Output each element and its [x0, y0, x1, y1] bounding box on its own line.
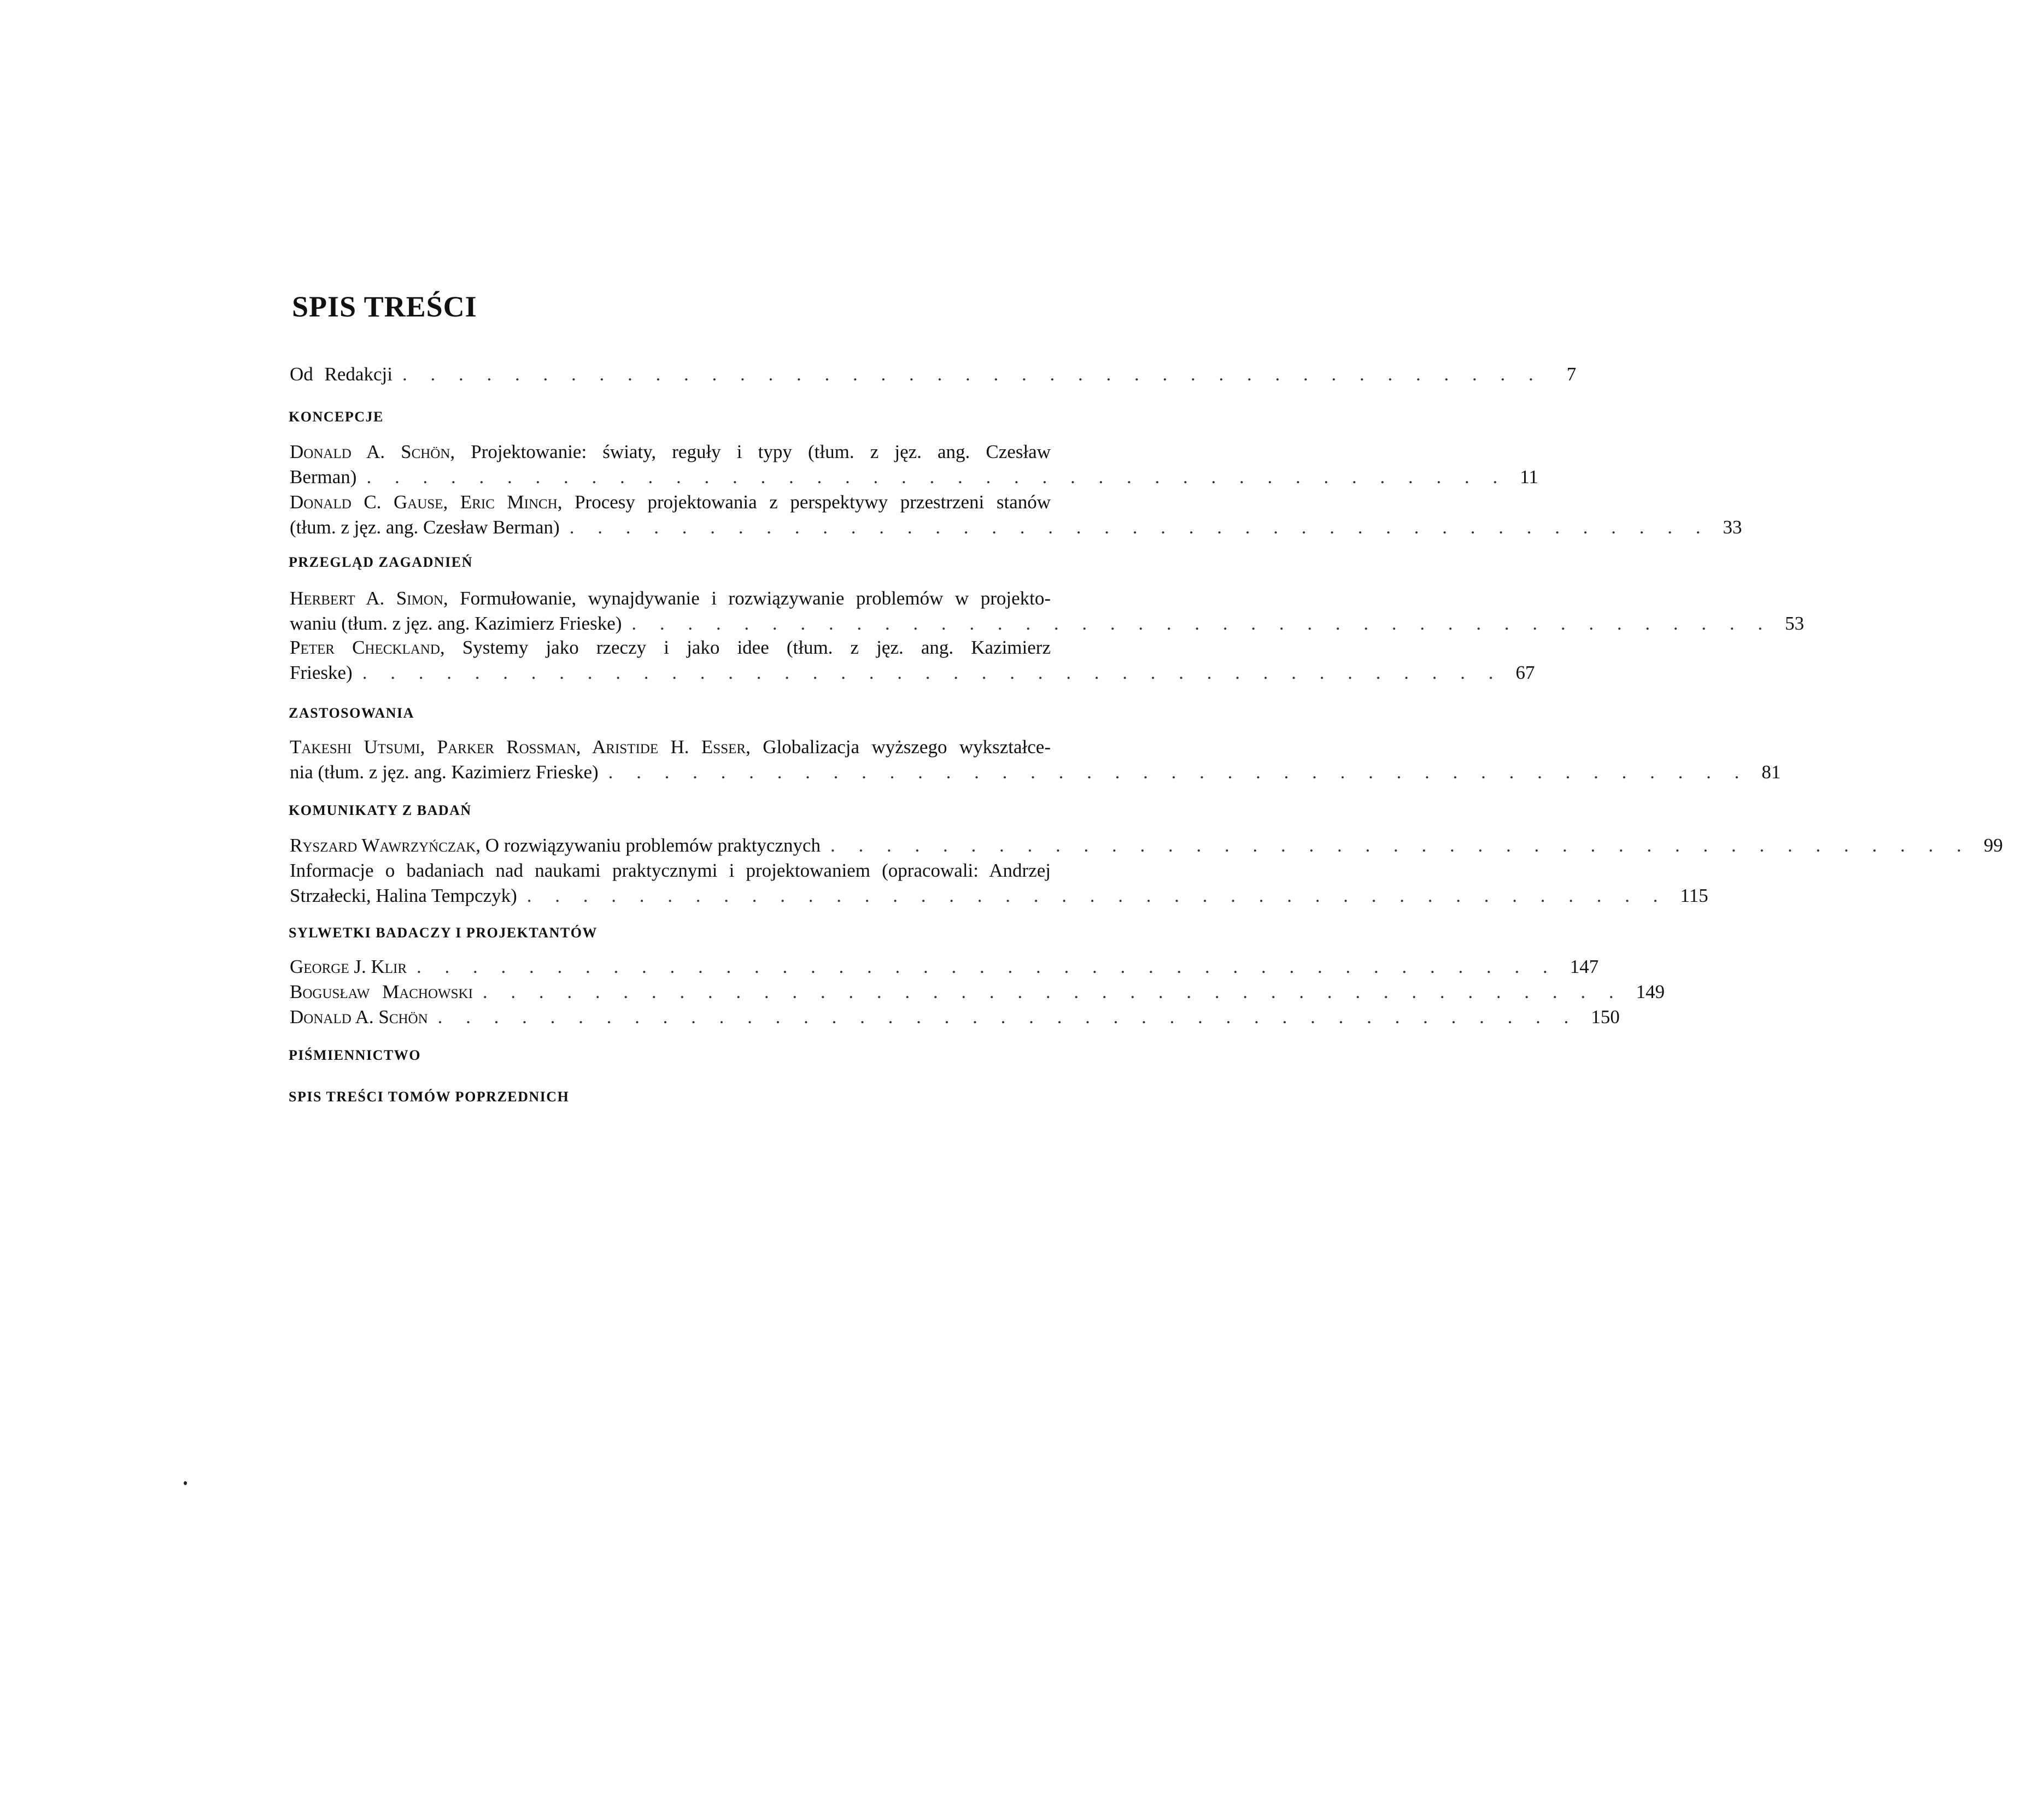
entry-title-line-1: , O rozwiązywaniu problemów praktycznych: [476, 835, 821, 856]
entry-title-line-1: Informacje o badaniach nad naukami praktycznymi i projektowaniem (opracowali: Andrzej: [290, 860, 1051, 881]
toc-entry-machowski[interactable]: [290, 979, 1665, 1005]
page-number: 33: [1723, 517, 1742, 538]
toc-entry-od-redakcji[interactable]: [290, 362, 1577, 387]
entry-author: Takeshi Utsumi, Parker Rossman, Aristide H. Esser: [290, 736, 746, 758]
section-heading-koncepcje: KONCEPCJE: [289, 409, 384, 425]
toc-entry-simon[interactable]: [290, 586, 1805, 636]
page-number: 67: [1515, 662, 1535, 683]
page-number: 81: [1761, 761, 1781, 783]
section-heading-przeglad-zagadnien: PRZEGLĄD ZAGADNIEŃ: [289, 554, 473, 570]
leader-dots: . . . . . . . . . . . . . . . . . . . . . . . . . . . . . . . . . . . . . . . . .: [608, 761, 1749, 783]
toc-entry-wawrzynczak[interactable]: [290, 833, 2003, 858]
toc-entry-informacje[interactable]: [290, 858, 1708, 908]
leader-dots: . . . . . . . . . . . . . . . . . . . . . . . . . . . . . . . . . . . . . . . . .: [366, 466, 1507, 488]
entry-title-line-1: , Procesy projektowania z perspektywy przestrzeni stanów: [557, 491, 1051, 513]
entry-author: Peter Checkland: [290, 637, 440, 658]
section-heading-sylwetki: SYLWETKI BADACZY I PROJEKTANTÓW: [289, 925, 598, 941]
toc-entry-utsumi-rossman-esser[interactable]: [290, 735, 1781, 785]
toc-entry-gause-minch[interactable]: [290, 490, 1742, 540]
leader-dots: . . . . . . . . . . . . . . . . . . . . . . . . . . . . . . . . . . . . . . . . .: [482, 981, 1623, 1002]
entry-title-line-1: , Systemy jako rzeczy i jako idee (tłum. z jęz. ang. Kazimierz: [440, 637, 1051, 658]
entry-title-line-2: Strzałecki, Halina Tempczyk): [290, 885, 517, 906]
entry-author: Ryszard Wawrzyńczak: [290, 835, 476, 856]
entry-author: Donald A. Schön: [290, 441, 450, 462]
toc-entry-klir[interactable]: [290, 954, 1599, 979]
leader-dots: . . . . . . . . . . . . . . . . . . . . . . . . . . . . . . . . . . . . . . . . .: [437, 1006, 1578, 1028]
entry-author: Donald C. Gause, Eric Minch: [290, 491, 558, 513]
leader-dots: . . . . . . . . . . . . . . . . . . . . . . . . . . . . . . . . . . . . . . . . .: [362, 662, 1503, 683]
page-number: 11: [1520, 466, 1538, 488]
leader-dots: . . . . . . . . . . . . . . . . . . . . . . . . . . . . . . . . . . . . . . . . .: [526, 885, 1667, 906]
page-number: 147: [1569, 956, 1599, 977]
leader-dots: . . . . . . . . . . . . . . . . . . . . . . . . . . . . . . . . . . . . . . . . .: [569, 517, 1710, 538]
page-number: 149: [1636, 981, 1665, 1002]
entry-author: Donald A. Schön: [290, 1006, 428, 1028]
entry-title-line-1: , Globalizacja wyższego wykształce-: [746, 736, 1051, 758]
entry-text: Od Redakcji: [290, 363, 393, 385]
section-heading-komunikaty: KOMUNIKATY Z BADAŃ: [289, 802, 472, 818]
toc-entry-checkland[interactable]: [290, 635, 1535, 685]
page-number: 53: [1785, 613, 1805, 634]
print-speck: [184, 1481, 187, 1485]
leader-dots: . . . . . . . . . . . . . . . . . . . . . . . . . . . . . . . . . . . . . . . . .: [417, 956, 1557, 977]
entry-title-line-1: , Projektowanie: światy, reguły i typy (tłum. z jęz. ang. Czesław: [450, 441, 1051, 462]
toc-entry-schon-projektowanie[interactable]: [290, 439, 1538, 490]
leader-dots: . . . . . . . . . . . . . . . . . . . . . . . . . . . . . . . . . . . . . . . . .: [830, 835, 1971, 856]
entry-title-line-2: waniu (tłum. z jęz. ang. Kazimierz Frieske): [290, 613, 622, 634]
section-heading-pismiennictwo: PIŚMIENNICTWO: [289, 1047, 421, 1063]
page-title: SPIS TREŚCI: [292, 290, 477, 323]
page-number: 7: [1566, 363, 1577, 385]
entry-title-line-2: (tłum. z jęz. ang. Czesław Berman): [290, 517, 560, 538]
toc-entry-schon-sylwetka[interactable]: [290, 1005, 1620, 1030]
section-heading-spis-tomow-poprzednich: SPIS TREŚCI TOMÓW POPRZEDNICH: [289, 1089, 570, 1105]
entry-author: Herbert A. Simon: [290, 588, 443, 609]
leader-dots: . . . . . . . . . . . . . . . . . . . . . . . . . . . . . . . . . . . . . . . . .: [631, 613, 1772, 634]
page-number: 99: [1983, 835, 2003, 856]
entry-title-line-1: , Formułowanie, wynajdywanie i rozwiązywanie problemów w projekto-: [443, 588, 1051, 609]
entry-author: George J. Klir: [290, 956, 407, 977]
entry-title-line-2: Berman): [290, 466, 357, 488]
page-number: 150: [1591, 1006, 1620, 1028]
entry-author: Bogusław Machowski: [290, 981, 473, 1002]
leader-dots: . . . . . . . . . . . . . . . . . . . . . . . . . . . . . . . . . . . . . . . . .: [402, 363, 1543, 385]
entry-title-line-2: nia (tłum. z jęz. ang. Kazimierz Frieske): [290, 761, 599, 783]
section-heading-zastosowania: ZASTOSOWANIA: [289, 705, 414, 721]
entry-title-line-2: Frieske): [290, 662, 353, 683]
page-number: 115: [1680, 885, 1708, 906]
